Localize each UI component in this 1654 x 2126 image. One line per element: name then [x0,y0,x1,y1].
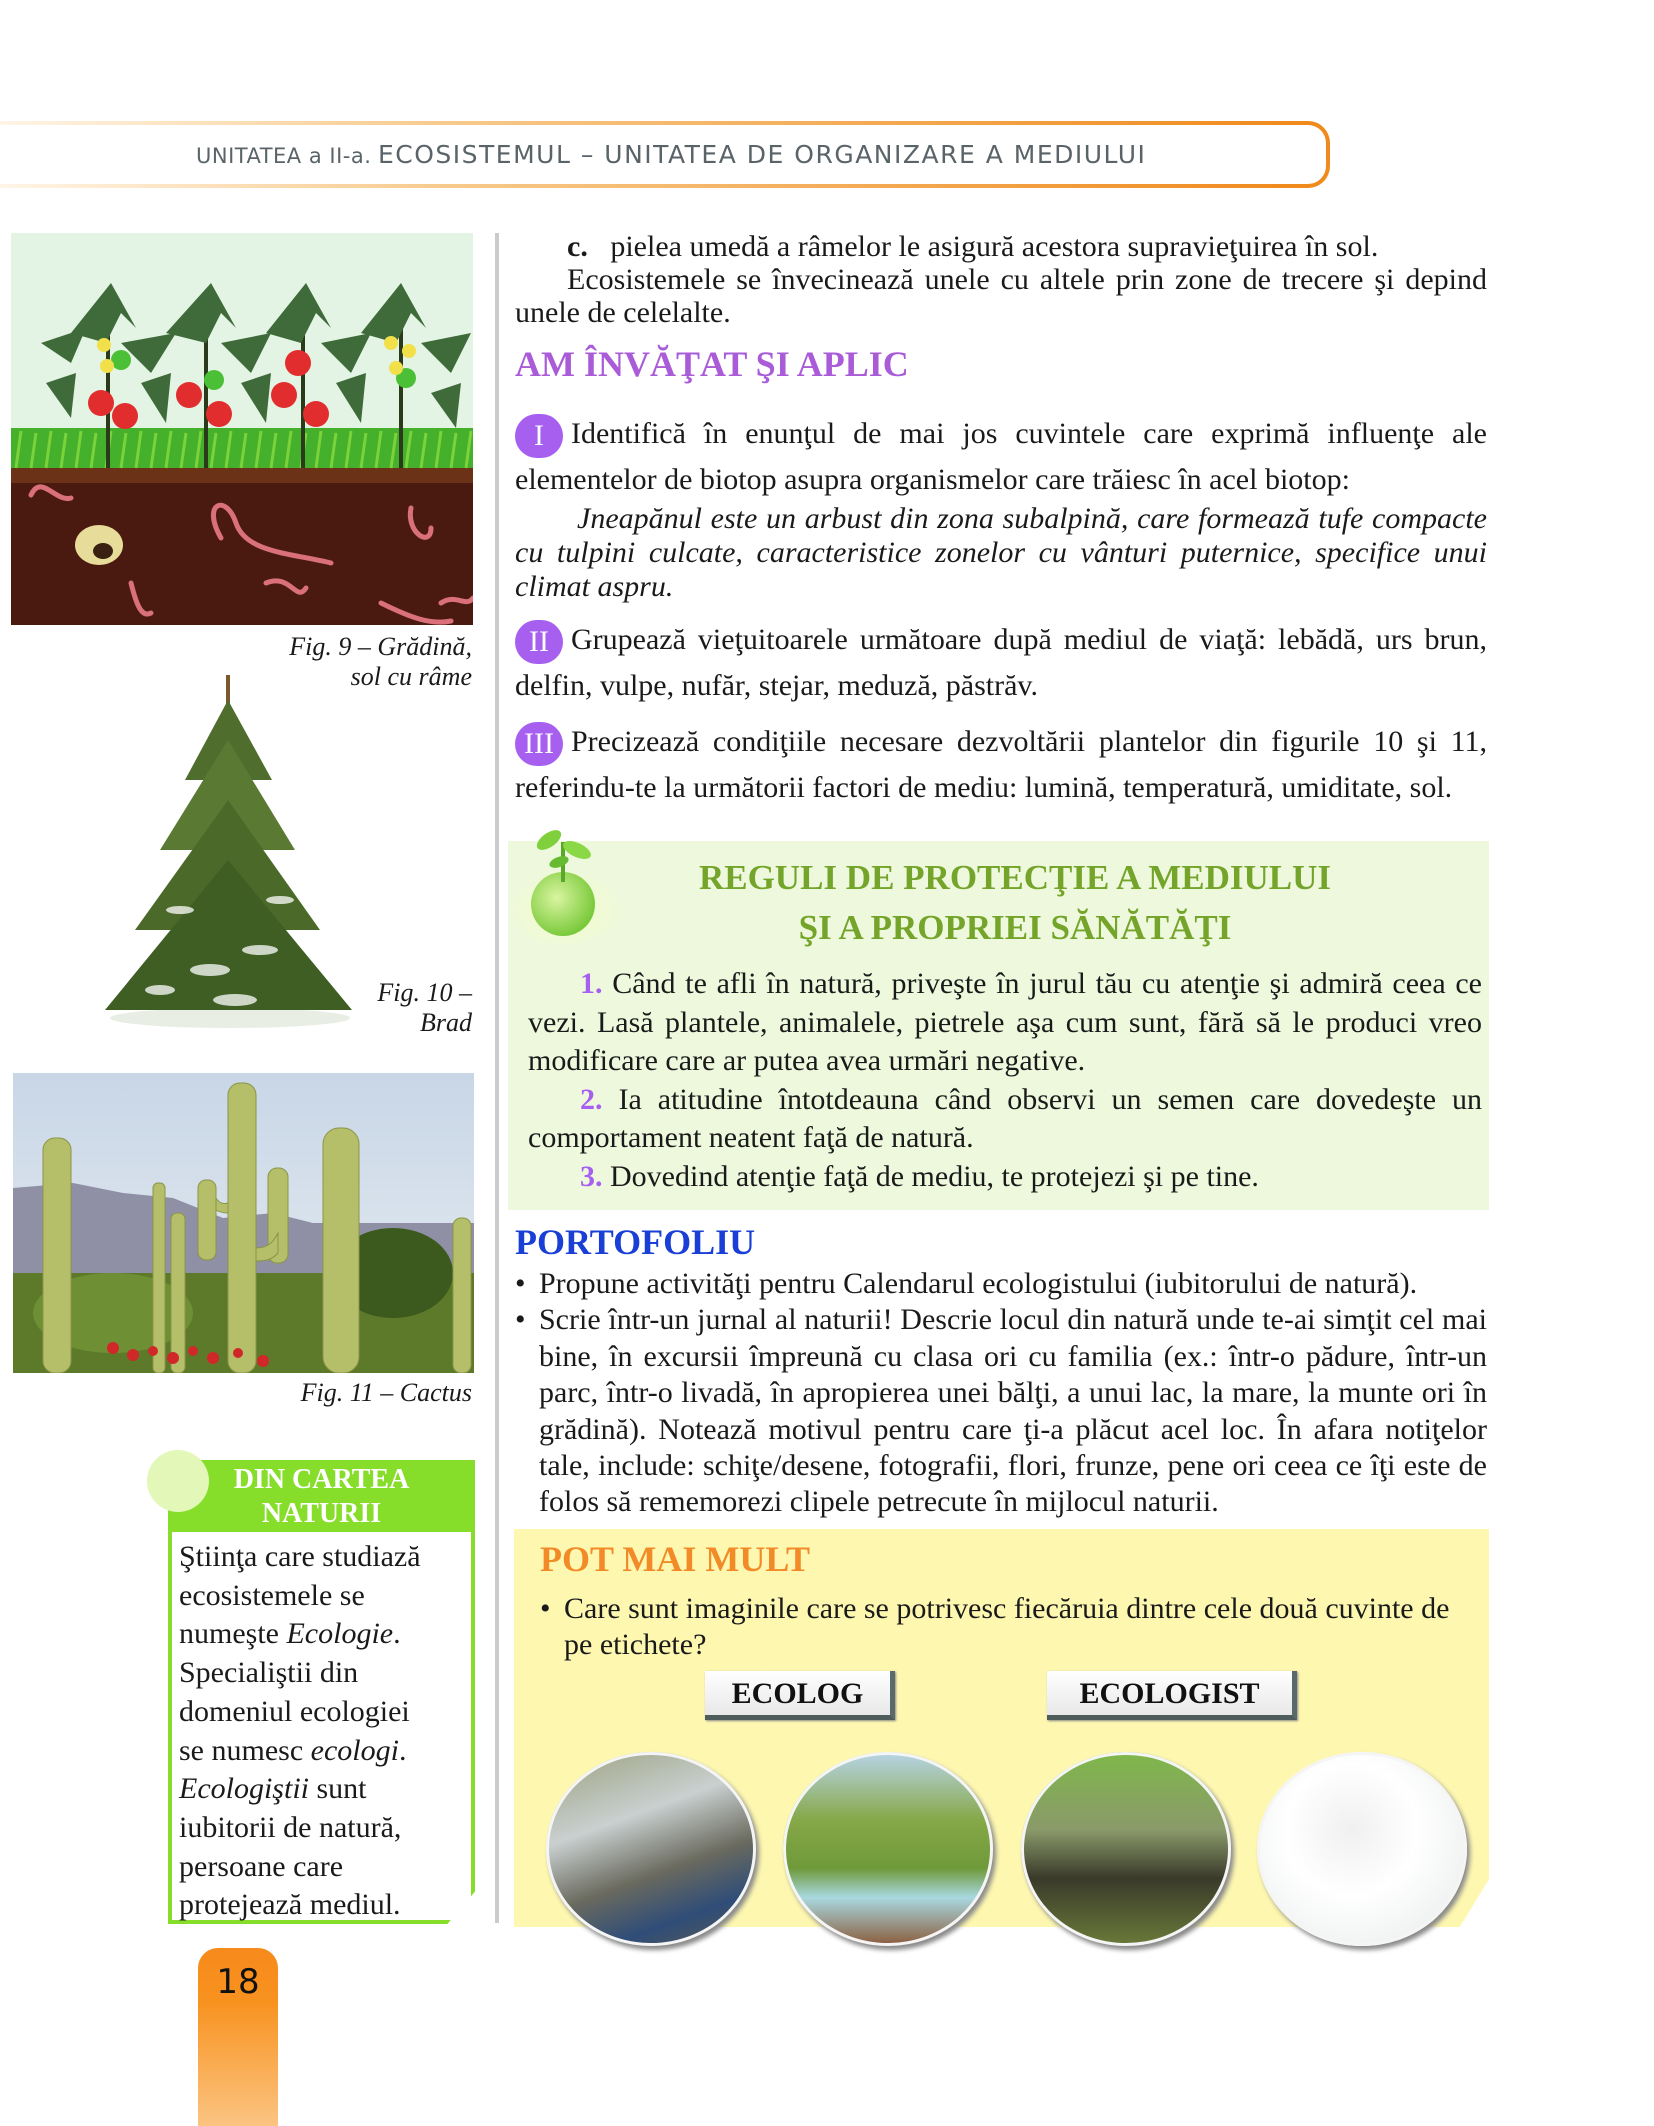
exercise-text: Precizează condiţiile necesare dezvoltării plantelor din figurile 10 şi 11, referindu-te la următorii factori de mediu: lumină, temperatură, umiditate, sol. [515,725,1487,805]
unit-number: UNITATEA a II-a. [196,144,372,168]
pot-mai-mult-question [540,1591,1480,1663]
unit-title: ECOSISTEMUL – UNITATEA DE ORGANIZARE A MEDIULUI [378,140,1147,169]
exercise-badge: I [515,414,563,458]
box-title-line: DIN CARTEA [233,1464,410,1495]
exercise-2 [515,618,1487,708]
caption-line: Fig. 10 – [377,978,472,1007]
italic-term: Ecologiştii [179,1772,309,1806]
photo-scientist-sampling-water[interactable] [546,1752,756,1946]
box-text-line: numeşte Ecologie. [179,1617,401,1651]
din-cartea-naturii-text [179,1538,469,1925]
running-header [196,140,1146,169]
caption-line: Fig. 9 – Grădină, [289,632,472,661]
header-border-top [0,121,1300,125]
portofoliu-item: • Scrie într-un jurnal al naturii! Descrie locul din natură unde te-ai simţit cel mai bine, în excursii împreună cu clasa ori cu familia (ex.: într-o pădure, într-un parc, într-o livadă, în apropierea unei bălţi, a unui lac, la mare, la munte ori în grădină). Notează motivul pentru care ţi-a plăcut acel loc. În afara notiţelor tale, include: schiţe/desene, fotografii, flori, frunze, pene ori ceea ce îţi este de folos să rememorezi clipele petrecute în mijlocul naturii. [515,1302,1487,1520]
box-text-line: domeniul ecologiei [179,1694,410,1728]
reguli-item-number: 2. [580,1082,603,1116]
item-c [515,230,1487,263]
reguli-title [600,853,1430,953]
reguli-title-line: ŞI A PROPRIEI SĂNĂTĂŢI [798,908,1232,947]
column-divider [495,233,499,1923]
reguli-title-line: REGULI DE PROTECŢIE A MEDIULUI [698,858,1332,897]
reguli-item-number: 3. [580,1159,603,1193]
reguli-item-text: Dovedind atenţie faţă de mediu, te protejezi şi pe tine. [610,1159,1259,1193]
exercise-text: Grupează vieţuitoarele următoare după mediul de viaţă: lebădă, urs brun, delfin, vulpe, nufăr, stejar, meduză, păstrăv. [515,623,1487,703]
figure-9-image [11,233,473,625]
exercise-1 [515,412,1487,501]
pot-mai-mult-title [540,1539,1512,1579]
reguli-item [528,965,1482,1081]
cactus-illustration [13,1073,474,1373]
reguli-item-number: 1. [580,967,603,1000]
box-text-line: Ecologiştii sunt [179,1772,367,1806]
portofoliu-title [515,1222,1487,1262]
box-text-line: iubitorii de natură, [179,1810,402,1844]
caption-line: Brad [420,1008,472,1037]
page-number: 18 [216,1962,260,2002]
tomato-garden-illustration [11,233,473,625]
exercise-1-quote: Jneapănul este un arbust din zona subalpină, care formează tufe compacte cu tulpini culcate, caracteristice zonelor cu vânturi puternice, specifice unui climat aspru. [515,502,1487,603]
reguli-item [528,1081,1482,1158]
figure-11-image [13,1073,474,1373]
exercise-badge: III [515,722,563,766]
italic-term: ecologi [310,1733,399,1767]
photo-children-planting[interactable] [1021,1752,1231,1946]
fir-tree-illustration [90,670,370,1030]
label-ecologist[interactable]: ECOLOGIST [1047,1671,1297,1720]
figure-10-image [90,670,370,1030]
reguli-item-text: Ia atitudine întotdeauna când observi un semen care dovedeşte un comportament neatent faţă de natură. [528,1082,1482,1154]
italic-term: Ecologie [286,1617,394,1651]
box-text-line: Specialiştii din [179,1656,359,1690]
box-text-line: protejează mediul. [179,1888,401,1922]
figure-10-caption [377,978,472,1038]
header-border-bottom [0,184,1300,188]
box-text-line: se numesc ecologi. [179,1733,407,1767]
section-title: POT MAI MULT [540,1539,811,1579]
exercise-3 [515,720,1487,810]
din-cartea-naturii-header [168,1460,475,1532]
exercise-badge: II [515,620,563,664]
box-text-line: ecosistemele se [179,1578,365,1612]
label-ecolog[interactable]: ECOLOG [705,1671,895,1720]
box-text-line: persoane care [179,1849,344,1883]
exercise-text: Identifică în enunţul de mai jos cuvintele care exprimă influenţe ale elementelor de biotop asupra organismelor care trăiesc în acel biotop: [515,417,1487,497]
photo-family-collecting-litter[interactable] [783,1752,993,1946]
item-c-label: c. [567,230,588,263]
portofoliu-item: • Propune activităţi pentru Calendarul ecologistului (iubitorului de natură). [515,1266,1487,1302]
section-title: AM ÎNVĂŢAT ŞI APLIC [515,344,909,384]
am-invatat-title [515,344,1487,384]
decorative-circle-icon [147,1450,209,1512]
intro-paragraph: Ecosistemele se învecinează unele cu altele prin zone de trecere şi depind unele de celelalte. [515,263,1487,329]
caption-line: sol cu râme [350,662,472,691]
portofoliu-list [515,1266,1487,1521]
intro-section [515,230,1487,329]
reguli-item [528,1158,1482,1197]
photo-researcher-with-seedling[interactable] [1257,1752,1467,1946]
box-title-line: NATURII [261,1498,382,1529]
item-c-text: pielea umedă a râmelor le asigură acestora supravieţuirea în sol. [610,230,1379,263]
figure-11-caption: Fig. 11 – Cactus [300,1378,472,1407]
header-border-cap [1290,121,1330,188]
box-text-line: Ştiinţa care studiază [179,1540,421,1573]
reguli-item-text: Când te afli în natură, priveşte în jurul tău cu atenţie şi admiră ceea ce vezi. Lasă plantele, animalele, pietrele aşa cum sunt, fără să le produci vreo modificare care ar putea avea urmări negative. [528,967,1482,1077]
section-title: PORTOFOLIU [515,1222,756,1262]
reguli-list [528,965,1482,1196]
question-text: • Care sunt imaginile care se potrivesc fiecăruia dintre cele două cuvinte de pe etichete? [540,1591,1480,1663]
